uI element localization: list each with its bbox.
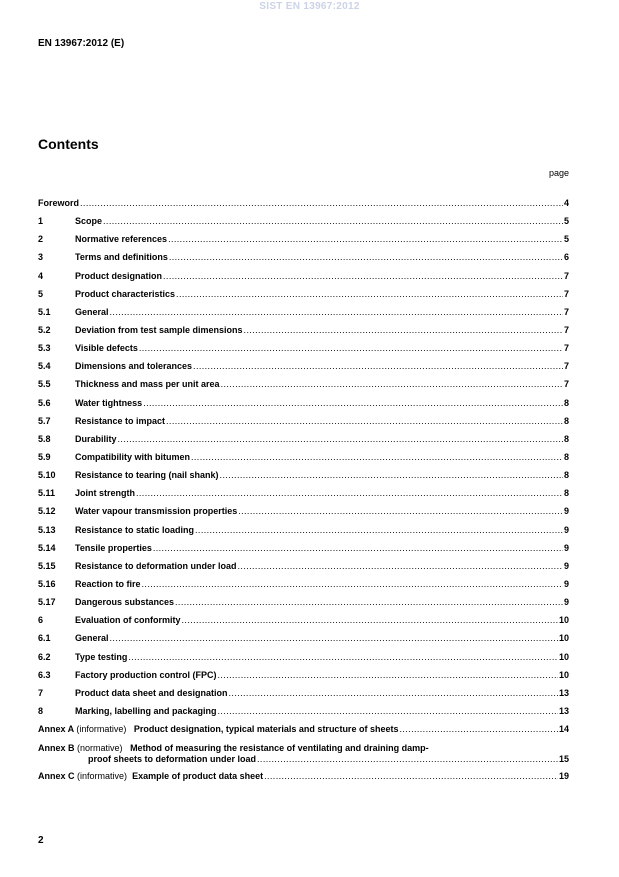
- annex-b-title-line2: proof sheets to deformation under load: [88, 754, 257, 765]
- toc-entry-annex-b[interactable]: [38, 743, 569, 767]
- dot-leader: [166, 416, 563, 426]
- toc-entry-title: Resistance to impact: [75, 415, 166, 426]
- toc-entry-title: Foreword: [38, 198, 80, 208]
- toc-entry-number: 5.16: [38, 578, 56, 589]
- toc-entry-title: Product data sheet and designation: [75, 687, 228, 698]
- toc-entry-title: Resistance to tearing (nail shank): [75, 470, 219, 481]
- toc-entry-number: 6: [38, 615, 44, 626]
- toc-entry-number: 5.9: [38, 451, 51, 462]
- toc-entry-annex-a[interactable]: [38, 724, 569, 742]
- toc-entry[interactable]: [38, 579, 569, 597]
- toc-entry-page: 7: [563, 288, 569, 299]
- toc-entry-title: Durability: [75, 433, 117, 444]
- toc-entry-title: Marking, labelling and packaging: [75, 705, 217, 716]
- dot-leader: [110, 633, 558, 643]
- dot-leader: [163, 271, 563, 281]
- toc-entry-title: Factory production control (FPC): [75, 669, 217, 680]
- document-id: EN 13967:2012 (E): [38, 38, 125, 49]
- toc-entry[interactable]: [38, 198, 569, 216]
- toc-entry-title: Type testing: [75, 651, 128, 662]
- toc-entry-page: 7: [563, 343, 569, 354]
- toc-entry-number: 2: [38, 234, 44, 245]
- toc-entry-page: 7: [563, 270, 569, 281]
- toc-entry[interactable]: [38, 361, 569, 379]
- dot-leader: [182, 615, 558, 625]
- dot-leader: [264, 771, 558, 781]
- toc-entry[interactable]: [38, 488, 569, 506]
- toc-entry-page: 8: [563, 451, 569, 462]
- toc-entry-page: 8: [563, 397, 569, 408]
- toc-entry-number: 6.2: [38, 651, 51, 662]
- toc-entry-title: Dimensions and tolerances: [75, 361, 193, 372]
- toc-entry-page: 9: [563, 597, 569, 608]
- dot-leader: [139, 343, 563, 353]
- toc-entry-page: 13: [558, 705, 569, 716]
- toc-entry-title: Product designation: [75, 270, 163, 281]
- toc-entry-title: General: [75, 633, 109, 644]
- annex-c-title: Example of product data sheet: [132, 771, 264, 782]
- toc-entry-page: 7: [563, 306, 569, 317]
- toc-entry-title: Deviation from test sample dimensions: [75, 324, 243, 335]
- dot-leader: [136, 488, 563, 498]
- page-column-label: page: [548, 168, 569, 178]
- toc-entry-number: 5.13: [38, 524, 56, 535]
- toc-entry[interactable]: [38, 343, 569, 361]
- dot-leader: [110, 307, 563, 317]
- dot-leader: [221, 379, 563, 389]
- toc-entry[interactable]: [38, 706, 569, 724]
- toc-entry-number: 6.3: [38, 669, 51, 680]
- toc-entry-number: 6.1: [38, 633, 51, 644]
- toc-entry-page: 10: [558, 669, 569, 680]
- toc-entry-number: 5.17: [38, 597, 56, 608]
- dot-leader: [142, 579, 563, 589]
- dot-leader: [153, 543, 563, 553]
- dot-leader: [103, 216, 563, 226]
- toc-entry[interactable]: [38, 325, 569, 343]
- toc-entry[interactable]: [38, 307, 569, 325]
- dot-leader: [257, 754, 558, 764]
- toc-entry-number: 1: [38, 216, 44, 227]
- toc-entry-page: 8: [563, 433, 569, 444]
- dot-leader: [218, 706, 558, 716]
- dot-leader: [244, 325, 563, 335]
- toc-entry-title: Terms and definitions: [75, 252, 168, 263]
- toc-entry-page: 10: [558, 615, 569, 626]
- table-of-contents: [38, 198, 569, 789]
- toc-entry-page: 8: [563, 470, 569, 481]
- toc-entry-page: 10: [558, 633, 569, 644]
- toc-entry-page: 7: [563, 361, 569, 372]
- toc-entry-number: 5.5: [38, 379, 51, 390]
- toc-entry-page: 5: [563, 216, 569, 227]
- toc-entry-title: Evaluation of conformity: [75, 615, 181, 626]
- dot-leader: [168, 234, 563, 244]
- toc-entry[interactable]: [38, 416, 569, 434]
- toc-entry[interactable]: [38, 434, 569, 452]
- toc-entry[interactable]: [38, 543, 569, 561]
- toc-entry[interactable]: [38, 216, 569, 234]
- toc-entry[interactable]: [38, 452, 569, 470]
- toc-entry-page: 7: [563, 379, 569, 390]
- toc-entry[interactable]: [38, 379, 569, 397]
- dot-leader: [238, 561, 563, 571]
- toc-entry[interactable]: [38, 561, 569, 579]
- dot-leader: [176, 289, 563, 299]
- toc-entry-title: Water vapour transmission properties: [75, 506, 238, 517]
- toc-entry-number: 7: [38, 687, 44, 698]
- dot-leader: [128, 652, 558, 662]
- annex-c-page: 19: [558, 771, 569, 782]
- toc-entry-number: 5.6: [38, 397, 51, 408]
- toc-entry-page: 8: [563, 488, 569, 499]
- toc-entry-annex-c[interactable]: [38, 771, 569, 789]
- page-title: Contents: [38, 136, 99, 152]
- toc-entry[interactable]: [38, 234, 569, 252]
- toc-entry-title: Joint strength: [75, 488, 135, 499]
- toc-entry[interactable]: [38, 506, 569, 524]
- toc-entry[interactable]: [38, 470, 569, 488]
- toc-entry-number: 5.3: [38, 343, 51, 354]
- annex-a-prefix: Annex A: [38, 724, 74, 735]
- toc-entry-number: 5.1: [38, 306, 51, 317]
- dot-leader: [143, 398, 563, 408]
- toc-entry-title: General: [75, 306, 109, 317]
- annex-a-title: Product designation, typical materials and structure of sheets: [133, 724, 399, 735]
- annex-b-title-line1: Method of measuring the resistance of ventilating and draining damp-: [130, 743, 429, 754]
- toc-entry-number: 5.8: [38, 433, 51, 444]
- annex-c-kind: (informative): [77, 771, 128, 782]
- watermark: SIST EN 13967:2012: [259, 1, 360, 12]
- annex-a-kind: (informative): [76, 724, 127, 735]
- toc-entry-number: 5.11: [38, 488, 56, 499]
- dot-leader: [193, 361, 563, 371]
- toc-entry-page: 9: [563, 560, 569, 571]
- toc-entry-page: 6: [563, 252, 569, 263]
- toc-entry-number: 5.14: [38, 542, 56, 553]
- toc-entry-title: Reaction to fire: [75, 578, 141, 589]
- toc-entry-number: 5.4: [38, 361, 51, 372]
- toc-entry-page: 10: [558, 651, 569, 662]
- toc-entry-title: Tensile properties: [75, 542, 152, 553]
- toc-entry[interactable]: [38, 633, 569, 651]
- toc-entry-page: 5: [563, 234, 569, 245]
- toc-entry-page: 9: [563, 542, 569, 553]
- toc-entry[interactable]: [38, 597, 569, 615]
- dot-leader: [80, 198, 563, 208]
- dot-leader: [218, 670, 558, 680]
- annex-b-kind: (normative): [77, 743, 123, 754]
- toc-entry[interactable]: [38, 615, 569, 633]
- toc-entry-number: 3: [38, 252, 44, 263]
- toc-entry-title: Thickness and mass per unit area: [75, 379, 220, 390]
- toc-entry[interactable]: [38, 398, 569, 416]
- toc-entry-page: 8: [563, 415, 569, 426]
- dot-leader: [191, 452, 563, 462]
- toc-entry-title: Product characteristics: [75, 288, 176, 299]
- toc-entry-title: Compatibility with bitumen: [75, 451, 190, 462]
- annex-b-prefix: Annex B: [38, 743, 75, 754]
- dot-leader: [220, 470, 563, 480]
- toc-entry[interactable]: [38, 652, 569, 670]
- toc-entry[interactable]: [38, 525, 569, 543]
- toc-entry[interactable]: [38, 289, 569, 307]
- dot-leader: [175, 597, 563, 607]
- toc-entry-page: 9: [563, 506, 569, 517]
- toc-entry-title: Normative references: [75, 234, 168, 245]
- dot-leader: [169, 252, 563, 262]
- toc-entry-number: 5.12: [38, 506, 56, 517]
- toc-entry-title: Visible defects: [75, 343, 138, 354]
- toc-entry[interactable]: [38, 670, 569, 688]
- footer-page-number: 2: [38, 835, 44, 846]
- toc-entry-page: 9: [563, 524, 569, 535]
- toc-entry-number: 5.2: [38, 324, 51, 335]
- toc-entry-number: 4: [38, 270, 44, 281]
- toc-entry[interactable]: [38, 271, 569, 289]
- toc-entry[interactable]: [38, 252, 569, 270]
- toc-entry-number: 5.7: [38, 415, 51, 426]
- toc-entry-title: Resistance to deformation under load: [75, 560, 237, 571]
- toc-entry-number: 8: [38, 705, 44, 716]
- toc-entry-number: 5.15: [38, 560, 56, 571]
- toc-entry-number: 5.10: [38, 470, 56, 481]
- toc-entry-page: 4: [563, 198, 569, 208]
- annex-b-page: 15: [558, 754, 569, 765]
- dot-leader: [195, 525, 563, 535]
- toc-entry-title: Water tightness: [75, 397, 143, 408]
- toc-entry-number: 5: [38, 288, 44, 299]
- toc-entry-title: Scope: [75, 216, 103, 227]
- dot-leader: [118, 434, 563, 444]
- toc-entry-title: Resistance to static loading: [75, 524, 195, 535]
- toc-entry-page: 7: [563, 324, 569, 335]
- toc-entry[interactable]: [38, 688, 569, 706]
- toc-entry-page: 13: [558, 687, 569, 698]
- annex-c-prefix: Annex C: [38, 771, 75, 782]
- dot-leader: [229, 688, 558, 698]
- dot-leader: [238, 506, 563, 516]
- annex-a-page: 14: [558, 724, 569, 735]
- toc-entry-page: 9: [563, 578, 569, 589]
- toc-entry-title: Dangerous substances: [75, 597, 175, 608]
- dot-leader: [399, 724, 558, 734]
